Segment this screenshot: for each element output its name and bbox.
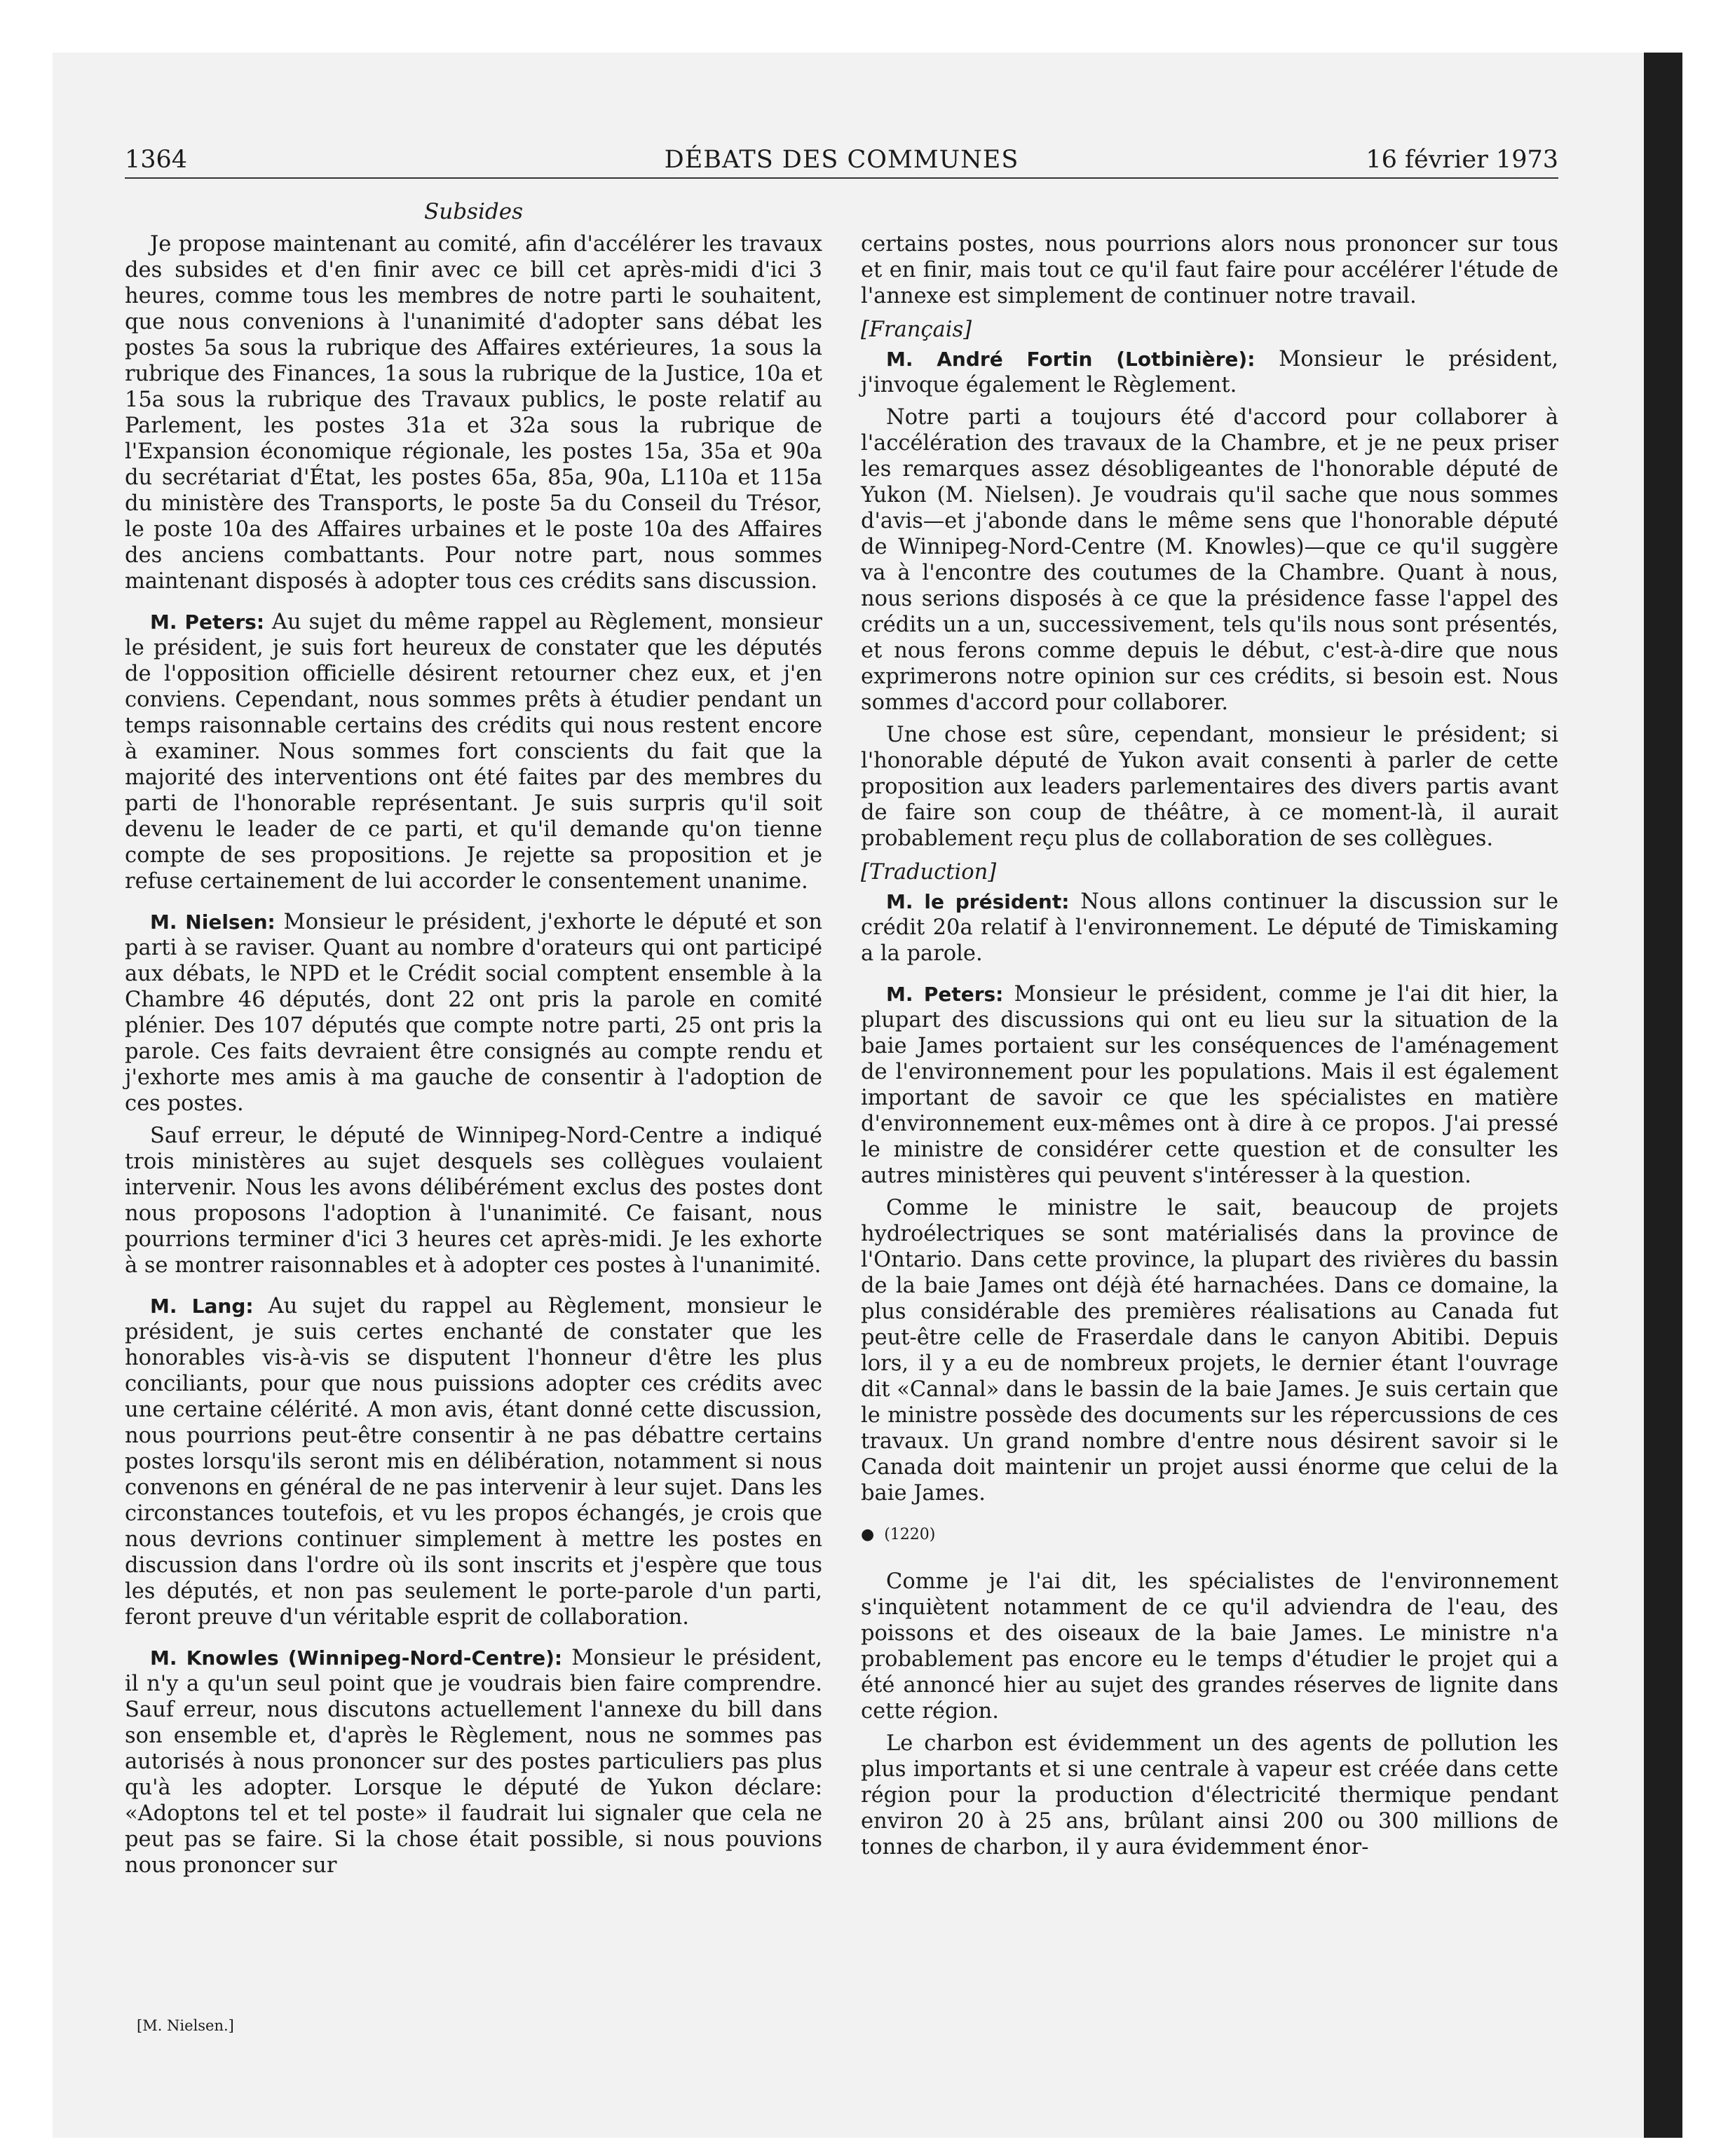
time-marker [861, 1522, 1558, 1548]
page-number: 1364 [125, 146, 188, 174]
speech-text: Monsieur le président, comme je l'ai dit hier, la plupart des discussions qui ont eu lieu sur la situation de la baie James portaient sur les conséquences de l'aménagement de l'environnement pour les populations. Mais il est également important de savoir ce que les spécialistes en matière d'environnement eux-mêmes ont à dire à ce propos. J'ai pressé le ministre de considérer cette question et de consulter les autres ministères qui peuvent s'intéresser à la question. [861, 982, 1558, 1188]
speaker-name: M. le président: [886, 890, 1070, 913]
paragraph: Notre parti a toujours été d'accord pour collaborer à l'accélération des travaux de la Chambre, et je ne peux priser les remarques assez désobligeantes de l'honorable député de Yukon (M. Nielsen). Je voudrais qu'il sache que nous sommes d'avis—et j'abonde dans le même sens que l'honorable député de Winnipeg-Nord-Centre (M. Knowles)—que ce qu'il suggère va à l'encontre des coutumes de la Chambre. Quant à nous, nous serions disposés à ce que la présidence fasse l'appel des crédits un a un, successivement, tels qu'ils nous sont présentés, et nous ferons comme depuis le début, c'est-à-dire que nous exprimerons notre opinion sur ces crédits, si besoin est. Nous sommes d'accord pour collaborer. [861, 405, 1558, 715]
speech-peters [125, 609, 822, 894]
speaker-name: M. André Fortin (Lotbinière): [886, 348, 1256, 371]
language-marker: [Français] [861, 318, 972, 342]
speech-text: Monsieur le président, il n'y a qu'un seul point que je voudrais bien faire comprendre. Sauf erreur, nous discutons actuellement l'annexe du bill dans son ensemble et, d'après le Règlement, nous ne sommes pas autorisés à nous prononcer sur des postes particuliers pas plus qu'à les adopter. Lorsque le député de Yukon déclare: «Adoptons tel et tel poste» il faudrait lui signaler que cela ne peut pas se faire. Si la chose était possible, si nous pouvions nous prononcer sur [125, 1646, 823, 1878]
paragraph: Comme le ministre le sait, beaucoup de projets hydroélectriques se sont matérialisés dans la province de l'Ontario. Dans cette province, la plupart des rivières du bassin de la baie James ont déjà été harnachées. Dans ce domaine, la plus considérable des premières réalisations au Canada fut peut-être celle de Fraserdale dans le canyon Abitibi. Depuis lors, il y a eu de nombreux projets, le dernier étant l'ouvrage dit «Cannal» dans le bassin de la baie James. Je suis certain que le ministre possède des documents sur les répercussions de ces travaux. Un grand nombre d'entre nous désirent savoir si le Canada doit maintenir un projet aussi énorme que celui de la baie James. [861, 1196, 1558, 1506]
speaker-name: M. Peters: [150, 610, 265, 634]
speaker-name: M. Nielsen: [150, 910, 275, 934]
paragraph: Une chose est sûre, cependant, monsieur le président; si l'honorable député de Yukon avait consenti à parler de cette proposition aux leaders parlementaires des divers partis avant de faire son coup de théâtre, à ce moment-là, il aurait probablement reçu plus de collaboration de ses collègues. [861, 723, 1558, 851]
speech-text: Monsieur le président, j'invoque également le Règlement. [861, 347, 1558, 397]
speech-nielsen [125, 909, 822, 1117]
right-column [861, 231, 1558, 2054]
paragraph: Sauf erreur, le député de Winnipeg-Nord-Centre a indiqué trois ministères au sujet desquels ses collègues voulaient intervenir. Nous les avons délibérément exclus des postes dont nous proposons l'adoption à l'unanimité. Ce faisant, nous pourrions terminer d'ici 3 heures cet après-midi. Je les exhorte à se montrer raisonnables et à adopter ces postes à l'unanimité. [125, 1124, 822, 1278]
speech-president [861, 889, 1558, 967]
footer-note: [M. Nielsen.] [137, 2017, 234, 2034]
language-marker: [Traduction] [861, 860, 997, 885]
speech-lang [125, 1293, 822, 1630]
speech-peters [861, 981, 1558, 1189]
bullet-icon: ● [861, 1526, 875, 1543]
document-title: DÉBATS DES COMMUNES [664, 146, 1019, 174]
running-head [125, 144, 1558, 179]
left-column [125, 231, 822, 2054]
speaker-name: M. Knowles (Winnipeg-Nord-Centre): [150, 1646, 563, 1670]
speaker-name: M. Lang: [150, 1295, 254, 1318]
speech-fortin [861, 346, 1558, 398]
speech-text: Au sujet du rappel au Règlement, monsieur le président, je suis certes enchanté de constater que les honorables vis-à-vis se disputent l'honneur d'être les plus conciliants, pour que nous puissions adopter ces crédits avec une certaine célérité. A mon avis, étant donné cette discussion, nous pourrions peut-être consentir à ne pas débattre certains postes lorsqu'ils seront mis en délibération, notamment si nous convenons en général de ne pas intervenir à leur sujet. Dans les circonstances toutefois, et vu les propos échangés, je crois que nous devrions continuer simplement à mettre les postes en discussion dans l'ordre où ils sont inscrits et j'espère que tous les députés, et non pas seulement le porte-parole d'un parti, feront preuve d'un véritable esprit de collaboration. [125, 1294, 822, 1630]
book-spine-edge [1644, 53, 1682, 2138]
paragraph: Le charbon est évidemment un des agents de pollution les plus importants et si une centrale à vapeur est créée dans cette région pour la production d'électricité thermique pendant environ 20 à 25 ans, brûlant ainsi 200 ou 300 millions de tonnes de charbon, il y aura évidemment énor- [861, 1731, 1558, 1860]
speaker-name: M. Peters: [886, 983, 1004, 1006]
paragraph: Je propose maintenant au comité, afin d'accélérer les travaux des subsides et d'en finir avec ce bill cet après-midi d'ici 3 heures, comme tous les membres de notre parti le souhaitent, que nous convenions à l'unanimité d'adopter sans débat les postes 5a sous la rubrique des Affaires extérieures, 1a sous la rubrique des Finances, 1a sous la rubrique de la Justice, 10a et 15a sous la rubrique des Travaux publics, le poste relatif au Parlement, les postes 31a et 32a sous la rubrique de l'Expansion économique régionale, les postes 15a, 35a et 90a du secrétariat d'État, les postes 65a, 85a, 90a, L110a et 115a du ministère des Transports, le poste 5a du Conseil du Trésor, le poste 10a des Affaires urbaines et le poste 10a des Affaires des anciens combattants. Pour notre part, nous sommes maintenant disposés à adopter tous ces crédits sans discussion. [125, 232, 822, 594]
speech-knowles [125, 1645, 822, 1878]
paragraph: certains postes, nous pourrions alors nous prononcer sur tous et en finir, mais tout ce qu'il faut faire pour accélérer l'étude de l'annexe est simplement de continuer notre travail. [861, 232, 1558, 308]
document-date: 16 février 1973 [1366, 146, 1558, 174]
speech-text: Monsieur le président, j'exhorte le député et son parti à se raviser. Quant au nombre d'orateurs qui ont participé aux débats, le NPD et le Crédit social comptent ensemble à la Chambre 46 députés, dont 22 ont pris la parole en comité plénier. Des 107 députés que compte notre parti, 25 ont pris la parole. Ces faits devraient être consignés au compte rendu et j'exhorte mes amis à ma gauche de consentir à l'adoption de ces postes. [125, 910, 823, 1116]
paragraph: Comme je l'ai dit, les spécialistes de l'environnement s'inquiètent notamment de ce qu'il adviendra de l'eau, des poissons et des oiseaux de la baie James. Le ministre n'a probablement pas encore eu le temps d'étudier le projet qui a été annoncé hier au sujet des grandes réserves de lignite dans cette région. [861, 1569, 1558, 1724]
section-label: Subsides [424, 199, 523, 224]
time-marker-text: (1220) [884, 1526, 936, 1543]
speech-text: Nous allons continuer la discussion sur le crédit 20a relatif à l'environnement. Le député de Timiskaming a la parole. [861, 889, 1558, 966]
speech-text: Au sujet du même rappel au Règlement, monsieur le président, je suis fort heureux de constater que les députés de l'opposition officielle désirent retourner chez eux, et j'en conviens. Cependant, nous sommes prêts à étudier pendant un temps raisonnable certains des crédits qui nous restent encore à examiner. Nous sommes fort conscients du fait que la majorité des interventions ont été faites par des membres du parti de l'honorable représentant. Je suis surpris qu'il soit devenu le leader de ce parti, et qu'il demande qu'on tienne compte de ses propositions. Je rejette sa proposition et je refuse certainement de lui accorder le consentement unanime. [125, 610, 822, 894]
